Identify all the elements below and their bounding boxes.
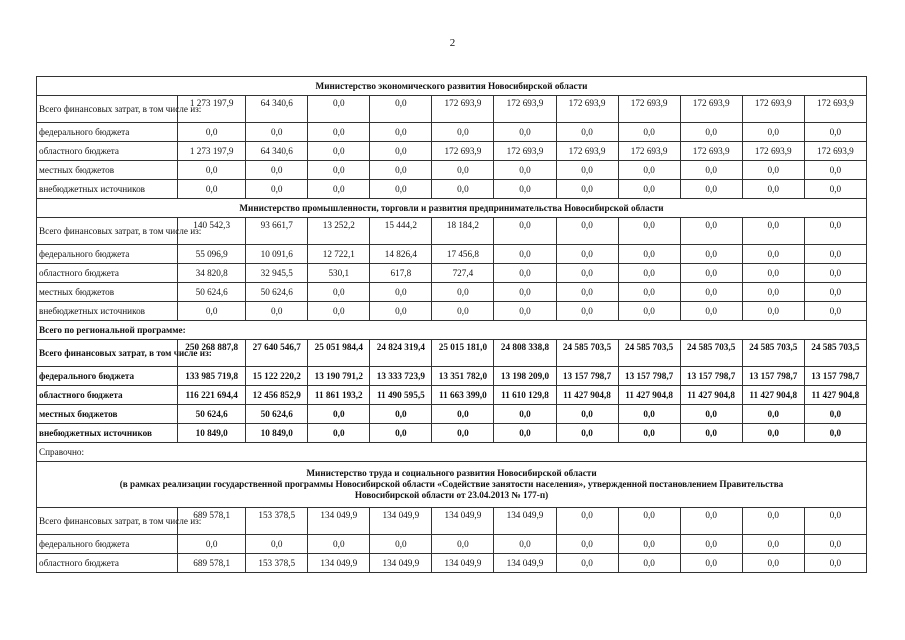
- funding-table-body: [37, 77, 867, 573]
- table-cell: 0,0: [804, 123, 866, 142]
- table-cell: 13 351 782,0: [432, 367, 494, 386]
- table-cell: 12 456 852,9: [246, 386, 308, 405]
- table-cell: 0,0: [178, 535, 246, 554]
- table-cell: 0,0: [556, 180, 618, 199]
- table-row: [37, 367, 867, 386]
- table-cell: 172 693,9: [680, 96, 742, 123]
- table-row: [37, 508, 867, 535]
- table-cell: 0,0: [804, 424, 866, 443]
- row-label: местных бюджетов: [37, 283, 178, 302]
- table-row: [37, 180, 867, 199]
- table-cell: 50 624,6: [246, 405, 308, 424]
- table-cell: 0,0: [742, 302, 804, 321]
- table-cell: 0,0: [432, 180, 494, 199]
- table-cell: 0,0: [680, 424, 742, 443]
- table-cell: 0,0: [432, 535, 494, 554]
- table-cell: 0,0: [370, 161, 432, 180]
- table-cell: 0,0: [178, 302, 246, 321]
- table-cell: 11 610 129,8: [494, 386, 556, 405]
- table-cell: 0,0: [804, 283, 866, 302]
- table-cell: 689 578,1: [178, 508, 246, 535]
- table-cell: 172 693,9: [432, 96, 494, 123]
- table-row: [37, 96, 867, 123]
- table-cell: 11 490 595,5: [370, 386, 432, 405]
- table-cell: 13 157 798,7: [804, 367, 866, 386]
- table-cell: 0,0: [370, 180, 432, 199]
- block-header-row: [37, 199, 867, 218]
- row-label: областного бюджета: [37, 264, 178, 283]
- table-cell: 0,0: [742, 554, 804, 573]
- table-cell: 0,0: [618, 245, 680, 264]
- table-cell: 0,0: [804, 554, 866, 573]
- table-cell: 116 221 694,4: [178, 386, 246, 405]
- table-row: [37, 123, 867, 142]
- table-cell: 15 444,2: [370, 218, 432, 245]
- table-cell: 0,0: [556, 424, 618, 443]
- table-row: [37, 340, 867, 367]
- table-cell: 0,0: [742, 424, 804, 443]
- table-cell: 134 049,9: [494, 554, 556, 573]
- table-cell: 0,0: [618, 218, 680, 245]
- table-cell: 0,0: [556, 535, 618, 554]
- table-cell: 0,0: [178, 180, 246, 199]
- table-cell: 0,0: [494, 218, 556, 245]
- table-cell: 0,0: [742, 535, 804, 554]
- table-cell: 172 693,9: [742, 96, 804, 123]
- table-cell: 727,4: [432, 264, 494, 283]
- table-cell: 0,0: [742, 245, 804, 264]
- table-cell: 0,0: [618, 302, 680, 321]
- row-label: местных бюджетов: [37, 405, 178, 424]
- row-label: внебюджетных источников: [37, 424, 178, 443]
- block-title-line: (в рамках реализации государственной программы Новосибирской области «Содействие занятости населения», утвержденной постановлением Правительства: [119, 479, 784, 489]
- table-cell: 55 096,9: [178, 245, 246, 264]
- table-cell: 0,0: [308, 424, 370, 443]
- table-cell: 11 427 904,8: [618, 386, 680, 405]
- block-title: [37, 77, 867, 96]
- table-cell: 12 722,1: [308, 245, 370, 264]
- table-cell: 0,0: [370, 283, 432, 302]
- table-cell: 14 826,4: [370, 245, 432, 264]
- table-cell: 50 624,6: [246, 283, 308, 302]
- row-label: внебюджетных источников: [37, 180, 178, 199]
- table-cell: 140 542,3: [178, 218, 246, 245]
- table-cell: 0,0: [556, 161, 618, 180]
- table-cell: 11 427 904,8: [742, 386, 804, 405]
- table-cell: 172 693,9: [680, 142, 742, 161]
- row-label: местных бюджетов: [37, 161, 178, 180]
- table-cell: 1 273 197,9: [178, 96, 246, 123]
- table-cell: 689 578,1: [178, 554, 246, 573]
- table-cell: 10 849,0: [178, 424, 246, 443]
- table-cell: 0,0: [556, 508, 618, 535]
- table-cell: 134 049,9: [308, 508, 370, 535]
- table-row: [37, 245, 867, 264]
- table-cell: 13 333 723,9: [370, 367, 432, 386]
- table-cell: 25 015 181,0: [432, 340, 494, 367]
- table-cell: 0,0: [370, 535, 432, 554]
- table-cell: 0,0: [308, 142, 370, 161]
- table-cell: 24 585 703,5: [742, 340, 804, 367]
- table-cell: 0,0: [178, 123, 246, 142]
- table-cell: 0,0: [618, 180, 680, 199]
- table-cell: 13 157 798,7: [618, 367, 680, 386]
- table-cell: 24 585 703,5: [680, 340, 742, 367]
- table-cell: 0,0: [494, 424, 556, 443]
- table-cell: 0,0: [494, 180, 556, 199]
- row-label: федерального бюджета: [37, 535, 178, 554]
- table-cell: 0,0: [618, 405, 680, 424]
- table-cell: 0,0: [680, 180, 742, 199]
- page-number: 2: [449, 37, 456, 49]
- block-header-row: [37, 462, 867, 508]
- row-label: федерального бюджета: [37, 367, 178, 386]
- table-cell: 0,0: [370, 96, 432, 123]
- table-cell: 134 049,9: [432, 508, 494, 535]
- table-cell: 11 861 193,2: [308, 386, 370, 405]
- table-cell: 64 340,6: [246, 96, 308, 123]
- table-cell: 24 585 703,5: [618, 340, 680, 367]
- table-cell: 134 049,9: [370, 554, 432, 573]
- table-cell: 172 693,9: [804, 96, 866, 123]
- table-cell: 24 585 703,5: [804, 340, 866, 367]
- funding-table: [36, 76, 867, 573]
- table-cell: 0,0: [556, 554, 618, 573]
- table-cell: 0,0: [370, 405, 432, 424]
- table-cell: 153 378,5: [246, 554, 308, 573]
- table-cell: 0,0: [556, 218, 618, 245]
- block-title: [37, 462, 867, 508]
- table-cell: 17 456,8: [432, 245, 494, 264]
- table-cell: 18 184,2: [432, 218, 494, 245]
- row-label: федерального бюджета: [37, 123, 178, 142]
- table-row: [37, 142, 867, 161]
- table-cell: 0,0: [494, 123, 556, 142]
- table-cell: 0,0: [494, 302, 556, 321]
- table-cell: 530,1: [308, 264, 370, 283]
- table-row: [37, 554, 867, 573]
- row-label: федерального бюджета: [37, 245, 178, 264]
- table-cell: 0,0: [618, 283, 680, 302]
- table-cell: 0,0: [618, 264, 680, 283]
- table-cell: 0,0: [308, 180, 370, 199]
- table-cell: 0,0: [246, 161, 308, 180]
- table-cell: 13 198 209,0: [494, 367, 556, 386]
- table-cell: 0,0: [556, 283, 618, 302]
- table-cell: 0,0: [618, 161, 680, 180]
- table-cell: 0,0: [804, 218, 866, 245]
- table-cell: 13 252,2: [308, 218, 370, 245]
- table-cell: 0,0: [246, 180, 308, 199]
- table-cell: 172 693,9: [618, 96, 680, 123]
- table-cell: 0,0: [432, 123, 494, 142]
- block-title-line: Новосибирской области от 23.04.2013 № 177-п): [354, 490, 549, 500]
- row-label: Всего финансовых затрат, в том числе из:: [37, 340, 178, 367]
- table-cell: 0,0: [432, 161, 494, 180]
- row-label: Всего финансовых затрат, в том числе из:: [37, 508, 178, 535]
- table-cell: 0,0: [494, 535, 556, 554]
- table-cell: 134 049,9: [308, 554, 370, 573]
- table-cell: 0,0: [308, 405, 370, 424]
- table-cell: 0,0: [804, 535, 866, 554]
- table-cell: 0,0: [680, 554, 742, 573]
- table-cell: 13 157 798,7: [680, 367, 742, 386]
- table-cell: 0,0: [246, 535, 308, 554]
- table-cell: 0,0: [494, 161, 556, 180]
- table-cell: 0,0: [680, 245, 742, 264]
- table-cell: 24 585 703,5: [556, 340, 618, 367]
- table-cell: 64 340,6: [246, 142, 308, 161]
- table-cell: 0,0: [804, 161, 866, 180]
- table-cell: 0,0: [742, 283, 804, 302]
- table-cell: 134 049,9: [370, 508, 432, 535]
- block-title-line: Министерство экономического развития Новосибирской области: [315, 81, 588, 91]
- table-cell: 0,0: [680, 264, 742, 283]
- row-label: Всего финансовых затрат, в том числе из:: [37, 96, 178, 123]
- table-cell: 0,0: [618, 535, 680, 554]
- table-cell: 0,0: [432, 283, 494, 302]
- table-cell: 11 427 904,8: [680, 386, 742, 405]
- table-cell: 0,0: [680, 218, 742, 245]
- table-row: [37, 218, 867, 245]
- table-cell: 134 049,9: [432, 554, 494, 573]
- table-cell: 0,0: [680, 302, 742, 321]
- table-cell: 172 693,9: [804, 142, 866, 161]
- table-cell: 0,0: [494, 264, 556, 283]
- table-cell: 0,0: [370, 123, 432, 142]
- table-cell: 50 624,6: [178, 405, 246, 424]
- table-cell: 0,0: [742, 161, 804, 180]
- table-cell: 0,0: [494, 245, 556, 264]
- table-cell: 0,0: [246, 123, 308, 142]
- table-cell: 0,0: [494, 405, 556, 424]
- table-cell: 172 693,9: [494, 142, 556, 161]
- table-cell: 0,0: [804, 245, 866, 264]
- table-cell: 0,0: [308, 283, 370, 302]
- table-cell: 24 808 338,8: [494, 340, 556, 367]
- table-row: [37, 161, 867, 180]
- table-cell: 0,0: [308, 123, 370, 142]
- table-cell: 0,0: [804, 264, 866, 283]
- table-cell: 0,0: [804, 302, 866, 321]
- table-cell: 0,0: [556, 245, 618, 264]
- row-label: Всего финансовых затрат, в том числе из:: [37, 218, 178, 245]
- table-cell: 0,0: [804, 508, 866, 535]
- row-label: областного бюджета: [37, 554, 178, 573]
- table-cell: 172 693,9: [618, 142, 680, 161]
- block-title: [37, 443, 867, 462]
- table-cell: 15 122 220,2: [246, 367, 308, 386]
- table-cell: 10 091,6: [246, 245, 308, 264]
- table-cell: 0,0: [742, 123, 804, 142]
- table-row: [37, 302, 867, 321]
- table-cell: 0,0: [246, 302, 308, 321]
- table-cell: 617,8: [370, 264, 432, 283]
- table-row: [37, 283, 867, 302]
- row-label: внебюджетных источников: [37, 302, 178, 321]
- block-title-line: Справочно:: [39, 447, 85, 457]
- table-cell: 0,0: [308, 535, 370, 554]
- table-cell: 0,0: [804, 180, 866, 199]
- table-cell: 50 624,6: [178, 283, 246, 302]
- table-cell: 11 427 904,8: [556, 386, 618, 405]
- table-row: [37, 264, 867, 283]
- block-title-line: Министерство труда и социального развития Новосибирской области: [306, 468, 597, 478]
- block-title-line: Министерство промышленности, торговли и развития предпринимательства Новосибирской области: [239, 203, 664, 213]
- table-cell: 0,0: [556, 264, 618, 283]
- block-title: [37, 199, 867, 218]
- table-cell: 172 693,9: [556, 96, 618, 123]
- table-cell: 0,0: [618, 508, 680, 535]
- table-cell: 32 945,5: [246, 264, 308, 283]
- table-cell: 172 693,9: [494, 96, 556, 123]
- table-cell: 0,0: [556, 302, 618, 321]
- table-cell: 13 157 798,7: [742, 367, 804, 386]
- block-title: [37, 321, 867, 340]
- table-cell: 0,0: [680, 508, 742, 535]
- table-cell: 0,0: [742, 180, 804, 199]
- table-cell: 134 049,9: [494, 508, 556, 535]
- block-header-row: [37, 321, 867, 340]
- reference-note-row: [37, 443, 867, 462]
- table-cell: 0,0: [432, 302, 494, 321]
- table-cell: 0,0: [680, 161, 742, 180]
- table-cell: 0,0: [432, 405, 494, 424]
- table-cell: 93 661,7: [246, 218, 308, 245]
- table-cell: 250 268 887,8: [178, 340, 246, 367]
- table-cell: 0,0: [370, 142, 432, 161]
- table-cell: 0,0: [556, 405, 618, 424]
- table-cell: 0,0: [742, 405, 804, 424]
- table-cell: 153 378,5: [246, 508, 308, 535]
- table-row: [37, 424, 867, 443]
- table-cell: 0,0: [178, 161, 246, 180]
- table-cell: 10 849,0: [246, 424, 308, 443]
- table-cell: 1 273 197,9: [178, 142, 246, 161]
- table-cell: 0,0: [370, 424, 432, 443]
- row-label: областного бюджета: [37, 142, 178, 161]
- table-cell: 24 824 319,4: [370, 340, 432, 367]
- table-row: [37, 405, 867, 424]
- table-cell: 0,0: [556, 123, 618, 142]
- table-cell: 172 693,9: [556, 142, 618, 161]
- table-cell: 0,0: [618, 123, 680, 142]
- table-cell: 25 051 984,4: [308, 340, 370, 367]
- table-cell: 133 985 719,8: [178, 367, 246, 386]
- table-cell: 34 820,8: [178, 264, 246, 283]
- table-cell: 0,0: [680, 283, 742, 302]
- table-cell: 0,0: [308, 302, 370, 321]
- row-label: областного бюджета: [37, 386, 178, 405]
- table-cell: 0,0: [308, 161, 370, 180]
- table-cell: 0,0: [742, 264, 804, 283]
- table-cell: 0,0: [432, 424, 494, 443]
- table-cell: 0,0: [618, 424, 680, 443]
- table-cell: 11 663 399,0: [432, 386, 494, 405]
- table-cell: 13 190 791,2: [308, 367, 370, 386]
- table-cell: 0,0: [742, 218, 804, 245]
- table-cell: 0,0: [804, 405, 866, 424]
- table-cell: 0,0: [680, 405, 742, 424]
- table-cell: 172 693,9: [432, 142, 494, 161]
- table-cell: 27 640 546,7: [246, 340, 308, 367]
- block-title-line: Всего по региональной программе:: [39, 325, 186, 335]
- table-cell: 0,0: [370, 302, 432, 321]
- table-cell: 0,0: [494, 283, 556, 302]
- table-cell: 0,0: [680, 535, 742, 554]
- table-cell: 11 427 904,8: [804, 386, 866, 405]
- table-cell: 0,0: [618, 554, 680, 573]
- table-row: [37, 386, 867, 405]
- table-cell: 172 693,9: [742, 142, 804, 161]
- table-cell: 13 157 798,7: [556, 367, 618, 386]
- table-cell: 0,0: [742, 508, 804, 535]
- table-cell: 0,0: [680, 123, 742, 142]
- table-row: [37, 535, 867, 554]
- table-cell: 0,0: [308, 96, 370, 123]
- block-header-row: [37, 77, 867, 96]
